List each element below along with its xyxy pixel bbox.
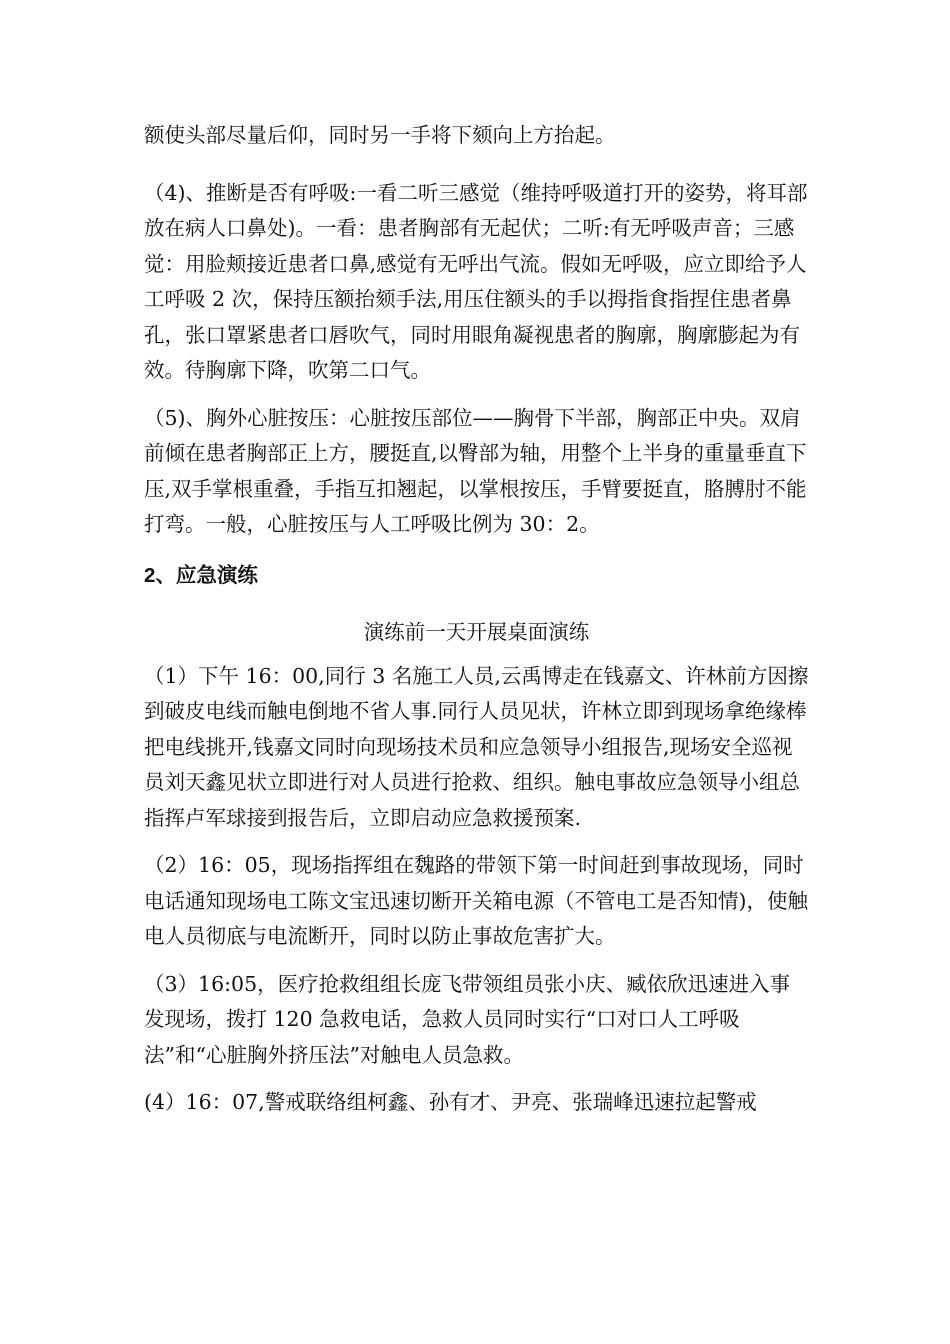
section-heading: 2、应急演练 xyxy=(144,563,258,587)
paragraph-drill-step-3: （3）16:05，医疗抢救组组长庞飞带领组员张小庆、臧依欣迅速进入事发现场，拨打 120 急救电话，急救人员同时实行“口对口人工呼吸法”和“心脏胸外挤压法”对触电人员急救。 xyxy=(144,971,791,1067)
paragraph-drill-step-2: （2）16：05，现场指挥组在魏路的带领下第一时间赶到事故现场，同时电话通知现场电工陈文宝迅速切断开关箱电源（不管电工是否知情)，使触电人员彻底与电流断开，同时以防止事故危害扩大。 xyxy=(144,853,808,948)
paragraph-drill-step-4: (4）16：07,警戒联络组柯鑫、孙有才、尹亮、张瑞峰迅速拉起警戒 xyxy=(144,1090,757,1114)
document-page xyxy=(144,118,809,1133)
paragraph-chest-compression: （5)、胸外心脏按压：心脏按压部位——胸骨下半部，胸部正中央。双肩前倾在患者胸部正上方，腰挺直,以臀部为轴，用整个上半身的重量垂直下压,双手掌根重叠，手指互扣翘起，以掌根按压，手臂要挺直，胳膊肘不能打弯。一般，心脏按压与人工呼吸比例为 30：2。 xyxy=(144,405,807,536)
paragraph-breathing-check: （4)、推断是否有呼吸:一看二听三感觉（维持呼吸道打开的姿势，将耳部放在病人口鼻处)。一看：患者胸部有无起伏；二听:有无呼吸声音；三感觉：用脸颊接近患者口鼻,感觉有无呼出气流。假如无呼吸，应立即给予人工呼吸 2 次，保持压额抬颏手法,用压住额头的手以拇指食指捏住患者鼻孔，张口罩紧患者口唇吹气，同时用眼角凝视患者的胸廓，胸廓膨起为有效。待胸廓下降，吹第二口气。 xyxy=(144,180,808,382)
drill-title: 演练前一天开展桌面演练 xyxy=(363,619,590,644)
paragraph-head-tilt: 额使头部尽量后仰，同时另一手将下颏向上方抬起。 xyxy=(144,123,616,147)
paragraph-drill-step-1: （1）下午 16：00,同行 3 名施工人员,云禹博走在钱嘉文、许林前方因擦到破皮电线而触电倒地不省人事.同行人员见状，许林立即到现场拿绝缘棒把电线挑开,钱嘉文同时向现场技术员和应急领导小组报告,现场安全巡视员刘天鑫见状立即进行对人员进行抢救、组织。触电事故应急领导小组总指挥卢军球接到报告后，立即启动应急救援预案. xyxy=(144,663,809,830)
